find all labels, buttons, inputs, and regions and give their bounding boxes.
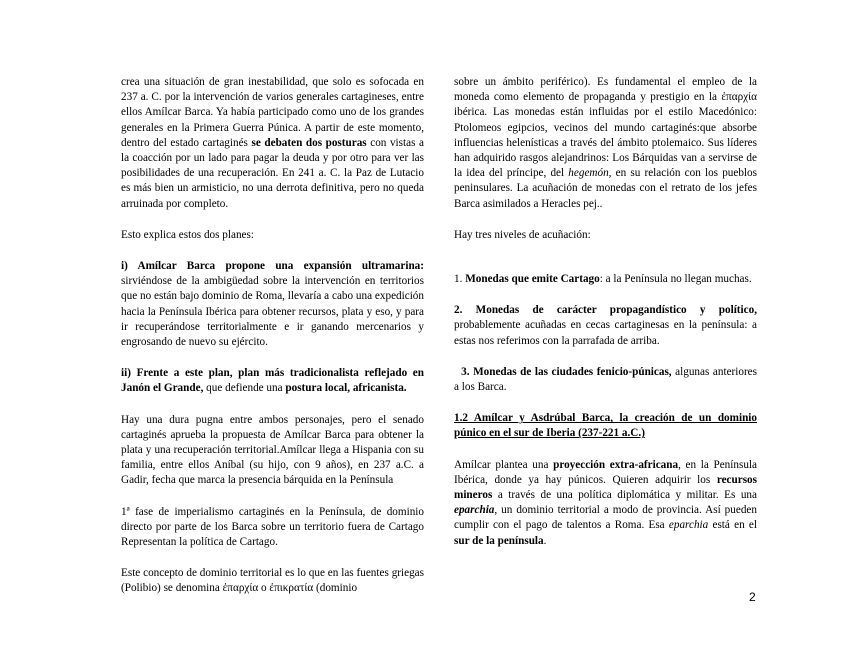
bold-run: proyección extra-africana: [553, 458, 679, 471]
list-item: [454, 303, 757, 349]
paragraph: Este concepto de dominio territorial es lo que en las fuentes griegas (Polibio) se denomina ἐπαρχία o ἐπικρατία (dominio: [121, 567, 424, 595]
bold-italic-run: eparchia: [454, 504, 495, 517]
paragraph: Hay tres niveles de acuñación:: [454, 228, 591, 241]
section-heading: [454, 411, 757, 441]
bold-run: 2. Monedas de carácter propagandístico y político,: [454, 304, 757, 317]
right-column: [454, 75, 760, 565]
text-run: sirviéndose de la ambigüedad sobre la intervención en territorios que no están bajo dominio de Roma, llevaría a cabo una expedición hacia la Península Ibérica para obtener recursos, plata y eso, y para ir recuperándose territorialmente e ir ganando mercenarios y engrosando de nuevo su ejército.: [121, 275, 424, 349]
paragraph: [454, 75, 757, 212]
plan-one-paragraph: [121, 259, 424, 350]
list-item: [454, 365, 760, 395]
page-number: 2: [749, 590, 756, 604]
bold-run: recursos mineros: [454, 473, 757, 502]
bold-run: se debaten dos posturas: [251, 136, 367, 149]
text-run: a través de una política diplomática y militar. Es una: [492, 489, 757, 502]
text-run: , un dominio territorial a modo de provincia. Así pueden cumplir con el pago de talentos a Roma. Esa: [454, 504, 757, 532]
paragraph: Hay una dura pugna entre ambos personajes, pero el senado cartaginés aprueba la propuesta de Amílcar Barca para obtener la plata y una recuperación territorial.Amílcar llega a Hispania con su familia, entre ellos Aníbal (su hijo, con 9 años), en 237 a.C. a Gadir, fecha que marca la presencia bárquida en la Península: [121, 413, 424, 487]
italic-run: eparchia: [668, 519, 709, 532]
text-run: en su relación con los pueblos peninsulares. La acuñación de monedas con el retrato de los jefes Barca asimilados a Heracles pej..: [454, 167, 757, 210]
text-run: está en el: [708, 519, 757, 532]
paragraph: [454, 458, 757, 549]
text-run: 1.: [454, 273, 466, 286]
plan-two-paragraph: [121, 366, 424, 396]
text-run: .: [543, 534, 547, 547]
text-run: probablemente acuñadas en cecas cartaginesas en la península: a estas nos referimos con la parrafada de arriba.: [454, 319, 757, 347]
bold-run: ii) Frente a este plan, plan más tradicionalista reflejado en Janón el Grande,: [121, 367, 424, 395]
paragraph: Esto explica estos dos planes:: [121, 228, 254, 241]
left-column: [121, 75, 424, 613]
list-item: [454, 272, 757, 287]
text-run: : a la Península no llegan muchas.: [599, 273, 752, 286]
bold-run: sur de la península: [454, 534, 544, 547]
text-run: crea una situación de gran inestabilidad, que solo es sofocada en 237 a. C. por la intervención de varios generales cartagineses, entre ellos Amílcar Barca. Ya había participado como uno de los grandes generales en la Primera Guerra Púnica. A partir de este momento, dentro del estado cartaginés: [121, 76, 424, 149]
text-run: , en la Península Ibérica, donde ya hay púnicos. Quieren adquirir los: [454, 458, 758, 486]
text-run: Amílcar plantea una: [454, 458, 554, 471]
italic-run: hegemón,: [568, 167, 612, 180]
bold-run: i) Amílcar Barca propone una expansión ultramarina:: [121, 260, 424, 273]
text-run: con vistas a la coacción por un lado para pagar la deuda y por otro para ver las posibilidades de una recuperación. En 241 a. C. la Paz de Lutacio es más bien un armisticio, no una derrota definitiva, pero no queda arruinada por completo.: [121, 136, 424, 210]
bold-run: 3. Monedas de las ciudades fenicio-púnicas,: [454, 365, 672, 378]
paragraph: [121, 75, 424, 212]
paragraph: 1ª fase de imperialismo cartaginés en la Península, de dominio directo por parte de los Barca sobre un territorio fuera de Cartago Representan la política de Cartago.: [121, 505, 424, 549]
heading-text: 1.2 Amílcar y Asdrúbal Barca, la creación de un dominio púnico en el sur de Iberia (237-221 a.C.): [454, 412, 757, 440]
bold-run: postura local, africanista.: [285, 382, 407, 395]
text-run: que defiende una: [203, 382, 286, 395]
bold-run: Monedas que emite Cartago: [465, 273, 600, 286]
text-run: sobre un ámbito periférico). Es fundamental el empleo de la moneda como elemento de propaganda y prestigio en la ἐπαρχία ibérica. Las monedas están influidas por el estilo Macedónico: Ptolomeos egipcios, vecinos del mundo cartaginés:que absorbe influencias helenísticas a través del ámbito ptolemaico. Sus líderes han adquirido rasgos alejandrinos: Los Bárquidas van a servirse de la idea del príncipe, del: [454, 76, 757, 180]
text-run: algunas anteriores a los Barca.: [454, 365, 760, 394]
